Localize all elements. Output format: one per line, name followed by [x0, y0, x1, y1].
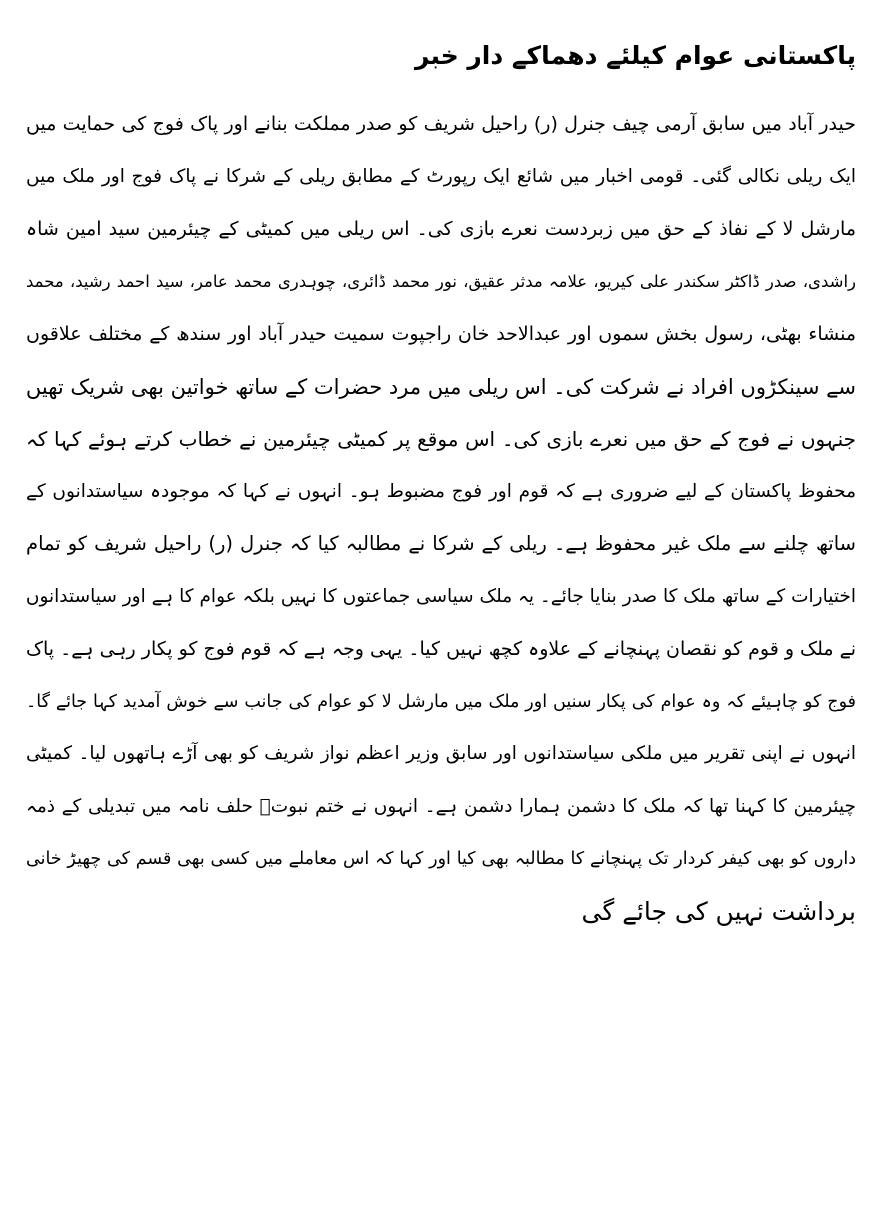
body-line-last: برداشت نہیں کی جائے گی: [581, 896, 856, 926]
body-line: حیدر آباد میں سابق آرمی چیف جنرل (ر) راحیل شریف کو صدر مملکت بنانے اور پاک فوج کی حمایت میں: [26, 113, 856, 135]
body-line: محفوظ پاکستان کے لیے ضروری ہے کہ قوم اور فوج مضبوط ہو۔ انہوں نے کہا کہ موجودہ سیاستدانوں کے: [26, 480, 856, 502]
body-line: مارشل لا کے نفاذ کے حق میں زبردست نعرے بازی کی۔ اس ریلی میں کمیٹی کے چیئرمین سید امین شاہ: [26, 218, 856, 240]
body-line: جنہوں نے فوج کے حق میں نعرے بازی کی۔ اس موقع پر کمیٹی چیئرمین نے خطاب کرتے ہوئے کہا کہ: [26, 427, 856, 451]
article-body: [26, 98, 856, 938]
body-line: سے سینکڑوں افراد نے شرکت کی۔ اس ریلی میں مرد حضرات کے ساتھ خواتین بھی شریک تھیں: [26, 374, 856, 399]
body-line: ایک ریلی نکالی گئی۔ قومی اخبار میں شائع ایک رپورٹ کے مطابق ریلی کے شرکا نے پاک فوج اور ملک میں: [26, 165, 856, 187]
body-line: منشاء بھٹی، رسول بخش سموں اور عبدالاحد خان راجپوت سمیت حیدر آباد اور سندھ کے مختلف علاقوں: [26, 323, 856, 345]
body-line: راشدی، صدر ڈاکٹر سکندر علی کیریو، علامہ مدثر عقیق، نور محمد ڈائری، چوہدری محمد عامر، سید احمد رشید، محمد: [26, 271, 856, 291]
body-line: چیئرمین کا کہنا تھا کہ ملک کا دشمن ہمارا دشمن ہے۔ انہوں نے ختم نبوتؐ حلف نامہ میں تبدیلی کے ذمہ: [26, 795, 856, 817]
body-line: انہوں نے اپنی تقریر میں ملکی سیاستدانوں اور سابق وزیر اعظم نواز شریف کو بھی آڑے ہاتھوں لیا۔ کمیٹی: [26, 743, 856, 764]
body-line: نے ملک و قوم کو نقصان پہنچانے کے علاوہ کچھ نہیں کیا۔ یہی وجہ ہے کہ قوم فوج کو پکار رہی ہے۔ پاک: [26, 638, 856, 660]
body-line: اختیارات کے ساتھ ملک کا صدر بنایا جائے۔ یہ ملک سیاسی جماعتوں کا نہیں بلکہ عوام کا ہے اور سیاستدانوں: [26, 585, 856, 607]
article-title: پاکستانی عوام کیلئے دھماکے دار خبر: [414, 41, 856, 70]
body-line: ساتھ چلنے سے ملک غیر محفوظ ہے۔ ریلی کے شرکا نے مطالبہ کیا کہ جنرل (ر) راحیل شریف کو تمام: [26, 532, 856, 555]
body-line: فوج کو چاہیئے کہ وہ عوام کی پکار سنیں اور ملک میں مارشل لا کو عوام کی جانب سے خوش آمدید کہا جائے گا۔: [26, 691, 856, 712]
body-line: داروں کو بھی کیفر کردار تک پہنچانے کا مطالبہ بھی کیا اور کہا کہ اس معاملے میں کسی بھی قسم کی چھیڑ خانی: [26, 849, 856, 869]
